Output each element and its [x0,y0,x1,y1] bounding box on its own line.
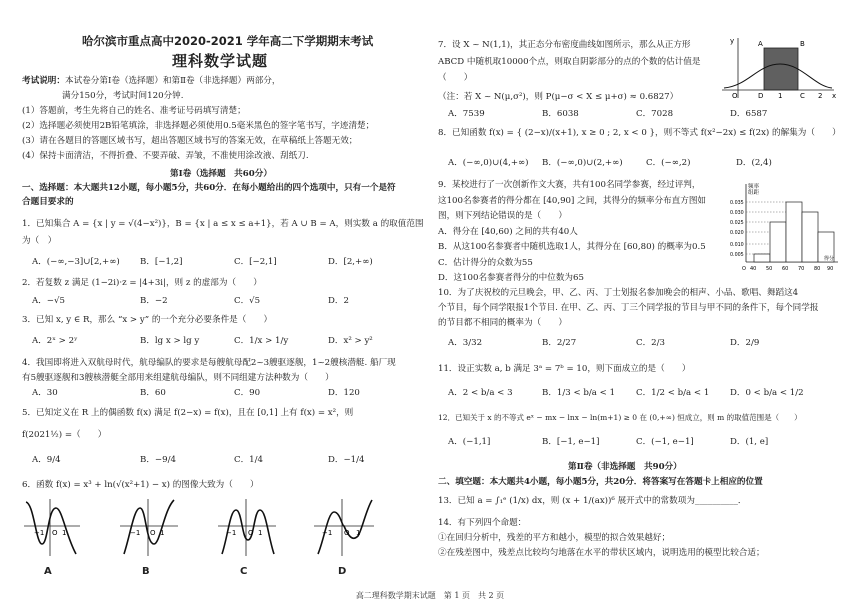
svg-text:1: 1 [258,529,263,537]
q9-xlabel: 得分 [824,256,835,262]
q6-graph-d [314,499,374,556]
q7-point-c: C [800,92,805,100]
instruction-item-3: (3）请在各题目的答题区域书写，超出答题区域书写的答案无效，在草稿纸上答题无效； [22,136,358,146]
q11-option-d: D．0 < b/a < 1/2 [730,388,804,398]
q7-option-a: A．7539 [448,109,485,119]
exam-title: 哈尔滨市重点高中2020-2021 学年高二下学期期末考试 [82,34,374,48]
q8-option-d: D．(2,4) [736,158,772,168]
svg-text:1: 1 [160,529,165,537]
q7-option-c: C．7028 [636,109,674,119]
question-3: 3．已知 x, y ∈ R，那么 “x > y” 的一个充分必要条件是（ ） [22,315,273,325]
q7-origin-label: O [732,92,738,100]
q14-statement-1: ①在回归分析中，残差的平方和越小，模型的拟合效果越好； [438,533,671,543]
q10-option-c: C．2/3 [636,338,665,348]
q9-ytick-0010: 0.010 [730,243,744,248]
question-2: 2．若复数 z 满足 (1−2i)·z = |4+3i|，则 z 的虚部为（ ） [22,278,262,288]
question-7-cont: ABCD 中随机取10000个点，则取自阴影部分的点的个数的估计值是 [438,57,701,67]
q6-label-b: B [142,566,150,577]
q8-option-b: B．(−∞,0)∪(2,+∞) [542,158,623,168]
q5-option-b: B．−9/4 [140,455,176,465]
question-5-cont: f(2021½) =（ ） [22,430,107,440]
question-10: 10．为了庆祝校的元旦晚会，甲、乙、丙、丁士划报名参加晚会的相声、小品、歌唱、舞蹈这4 [438,288,799,298]
q2-option-c: C．√5 [234,296,261,306]
q7-axis-x-label: x [832,92,837,100]
svg-text:1: 1 [356,529,361,537]
question-9: 9．某校进行了一次创新作文大赛，共有100名同学参赛，经过评判， [438,180,701,190]
question-12: 12．已知关于 x 的不等式 eˣ − mx − lnx − ln(m+1) ≥ 0 在 (0,+∞) 恒成立，则 m 的取值范围是（ ） [438,413,802,422]
question-10-cont: 个节目，每个同学限报1个节目. 在甲、乙、丙、丁三个同学报的节目与甲不同的条件下，每个同学报 [438,303,819,313]
q4-option-c: C．90 [234,388,261,398]
q6-graph-set [22,496,417,566]
q9-option-b: B．从这100名参赛者中随机选取1人，其得分在 [60,80) 的概率为0.5 [438,242,706,252]
q9-ytick-0025: 0.025 [730,221,744,226]
svg-text:O: O [344,529,350,537]
question-14: 14．有下列四个命题： [438,518,527,528]
q9-ylabel-1: 频率 [748,184,760,190]
question-1-cont: 为（ ） [22,236,57,246]
q6-graph-b [120,499,178,556]
q5-option-c: C．1/4 [234,455,263,465]
question-6: 6．函数 f(x) = x³ + ln(√(x²+1) − x) 的图像大致为（ ） [22,480,259,490]
q10-option-b: B．2/27 [542,338,577,348]
q7-tick-2: 2 [818,92,823,100]
q1-option-b: B．[−1,2] [140,257,183,267]
section1-heading: 第Ⅰ卷（选择题 共60分） [170,169,272,179]
q7-point-a: A [758,40,763,48]
q3-option-d: D．x² > y² [328,336,373,346]
q9-ytick-0020: 0.020 [730,231,744,236]
q3-option-a: A．2ˣ > 2ʸ [32,336,78,346]
question-4-cont: 有5艘驱逐舰和3艘核潜艇全部用来组建航母编队，则不同组建方法种数为（ ） [22,373,334,383]
q4-option-b: B．60 [140,388,166,398]
question-9-cont: 这100名参赛者的得分都在 [40,90] 之间，其得分的频率分布直方图如 [438,196,707,206]
q4-option-a: A．30 [32,388,58,398]
q9-xtick-80: 80 [814,266,821,272]
q8-option-c: C．(−∞,2) [646,158,691,168]
q7-point-d: D [758,92,764,100]
q9-xtick-60: 60 [782,266,789,272]
q9-ylabel-2: 组距 [748,190,760,196]
q7-point-b: B [800,40,805,48]
q6-label-a: A [44,566,52,577]
svg-text:1: 1 [62,529,67,537]
q1-option-a: A．(−∞,−3]∪[2,+∞) [32,257,120,267]
q1-option-d: D．[2,+∞) [328,257,373,267]
section2-intro: 二、填空题：本大题共4小题，每小题5分，共20分．将答案写在答题卡上相应的位置 [438,477,763,487]
q2-option-a: A．−√5 [32,296,65,306]
q3-option-c: C．1/x > 1/y [234,336,289,346]
q9-xtick-90: 90 [827,266,834,272]
q6-graph-a [24,499,80,556]
q4-option-d: D．120 [328,388,360,398]
svg-text:−1: −1 [34,529,45,537]
q8-option-a: A．(−∞,0)∪(4,+∞) [448,158,529,168]
svg-text:O: O [52,529,58,537]
q9-histogram [730,180,840,272]
svg-text:O: O [150,529,156,537]
q5-option-a: A．9/4 [32,455,61,465]
question-7-note: （注：若 X ~ N(μ,σ²)，则 P(μ−σ < X ≤ μ+σ) ≈ 0.6827） [438,92,679,102]
q9-xtick-origin: O [742,266,746,272]
q12-option-a: A．(−1,1] [448,437,491,447]
q9-xtick-50: 50 [766,266,773,272]
instructions-line2: 满分150分，考试时间120分钟. [62,91,184,101]
question-7-bracket: （ ） [438,73,473,83]
q12-option-b: B．[−1, e−1] [542,437,600,447]
instruction-item-1: (1）答题前，考生先将自己的姓名、准考证号码填写清楚； [22,106,246,116]
q7-option-d: D．6587 [730,109,768,119]
q7-tick-1: 1 [778,92,783,100]
q11-option-c: C．1/2 < b/a < 1 [636,388,710,398]
q9-ytick-0030: 0.030 [730,211,744,216]
svg-text:−1: −1 [322,529,333,537]
question-7: 7．设 X ~ N(1,1)，其正态分布密度曲线如图所示，那么从正方形 [438,40,691,50]
q11-option-b: B．1/3 < b/a < 1 [542,388,616,398]
question-5: 5．已知定义在 R 上的偶函数 f(x) 满足 f(2−x) = f(x)，且在 [0,1] 上有 f(x) = x²，则 [22,408,354,418]
q1-option-c: C．[−2,1] [234,257,277,267]
q7-option-b: B．6038 [542,109,579,119]
q6-graph-c [218,499,276,556]
instructions-label: 考试说明： [22,76,65,86]
q9-option-d: D．这100名参赛者得分的中位数为65 [438,273,584,283]
q7-normal-curve-figure [718,34,838,102]
q10-option-d: D．2/9 [730,338,760,348]
q5-option-d: D．−1/4 [328,455,365,465]
q11-option-a: A．2 < b/a < 3 [448,388,513,398]
section1-intro-2: 合题目要求的 [22,197,74,207]
q14-statement-2: ②在残差图中，残差点比较均匀地落在水平的带状区域内，说明选用的模型比较合适； [438,548,765,558]
q12-option-c: C．(−1, e−1] [636,437,694,447]
q3-option-b: B．lg x > lg y [140,336,200,346]
question-9-cont2: 图，则下列结论错误的是（ ） [438,211,567,221]
question-10-cont2: 的节目都不相同的概率为（ ） [438,318,567,328]
question-13: 13．已知 a = ∫₁ᵉ (1/x) dx，则 (x + 1/(ax))⁶ 展开式中的常数项为__________． [438,496,747,506]
question-11: 11．设正实数 a, b 满足 3ᵃ = 7ᵇ = 10，则下面成立的是（ ） [438,364,691,374]
instruction-item-2: (2）选择题必须使用2B铅笔填涂，非选择题必须使用0.5毫米黑色的签字笔书写，字迹清楚； [22,121,375,131]
q9-xtick-70: 70 [798,266,805,272]
q12-option-d: D．(1, e] [730,437,769,447]
q6-label-d: D [338,566,347,577]
q6-label-c: C [240,566,248,577]
q9-option-c: C．估计得分的众数为55 [438,258,533,268]
question-8: 8．已知函数 f(x) = { (2−x)/(x+1), x ≥ 0 ; 2, x < 0 }，则不等式 f(x²−2x) ≤ f(2x) 的解集为（ ） [438,128,841,138]
q10-option-a: A．3/32 [448,338,483,348]
q9-ytick-0035: 0.035 [730,201,744,206]
q2-option-b: B．−2 [140,296,168,306]
page-footer: 高二理科数学期末试题 第 1 页 共 2 页 [355,591,505,600]
exam-subject: 理科数学试题 [172,52,269,70]
svg-text:−1: −1 [130,529,141,537]
q9-xtick-40: 40 [750,266,757,272]
q9-ytick-0005: 0.005 [730,253,744,258]
q9-option-a: A．得分在 [40,60) 之间的共有40人 [438,227,578,237]
section1-intro-1: 一、选择题：本大题共12小题，每小题5分，共60分．在每小题给出的四个选项中，只有一个是符 [22,183,396,193]
instructions-line1 [22,76,280,87]
q7-axis-y-label: y [730,37,735,45]
instruction-item-4: (4）保持卡面清洁，不得折叠、不要弄破、弄皱，不准使用涂改液、刮纸刀. [22,151,309,161]
svg-text:−1: −1 [226,529,237,537]
question-1: 1．已知集合 A = {x | y = √(4−x²)}，B = {x | a ≤ x ≤ a+1}，若 A ∪ B = A，则实数 a 的取值范围 [22,219,424,229]
section2-heading: 第Ⅱ卷（非选择题 共90分） [568,462,682,472]
instructions-text: 本试卷分第Ⅰ卷（选择题）和第Ⅱ卷（非选择题）两部分， [64,76,281,86]
question-4: 4．我国即将进入双航母时代，航母编队的要求是每艘航母配2~3艘驱逐舰，1~2艘核潜艇. 船厂现 [22,358,396,368]
svg-text:O: O [248,529,254,537]
q2-option-d: D．2 [328,296,349,306]
